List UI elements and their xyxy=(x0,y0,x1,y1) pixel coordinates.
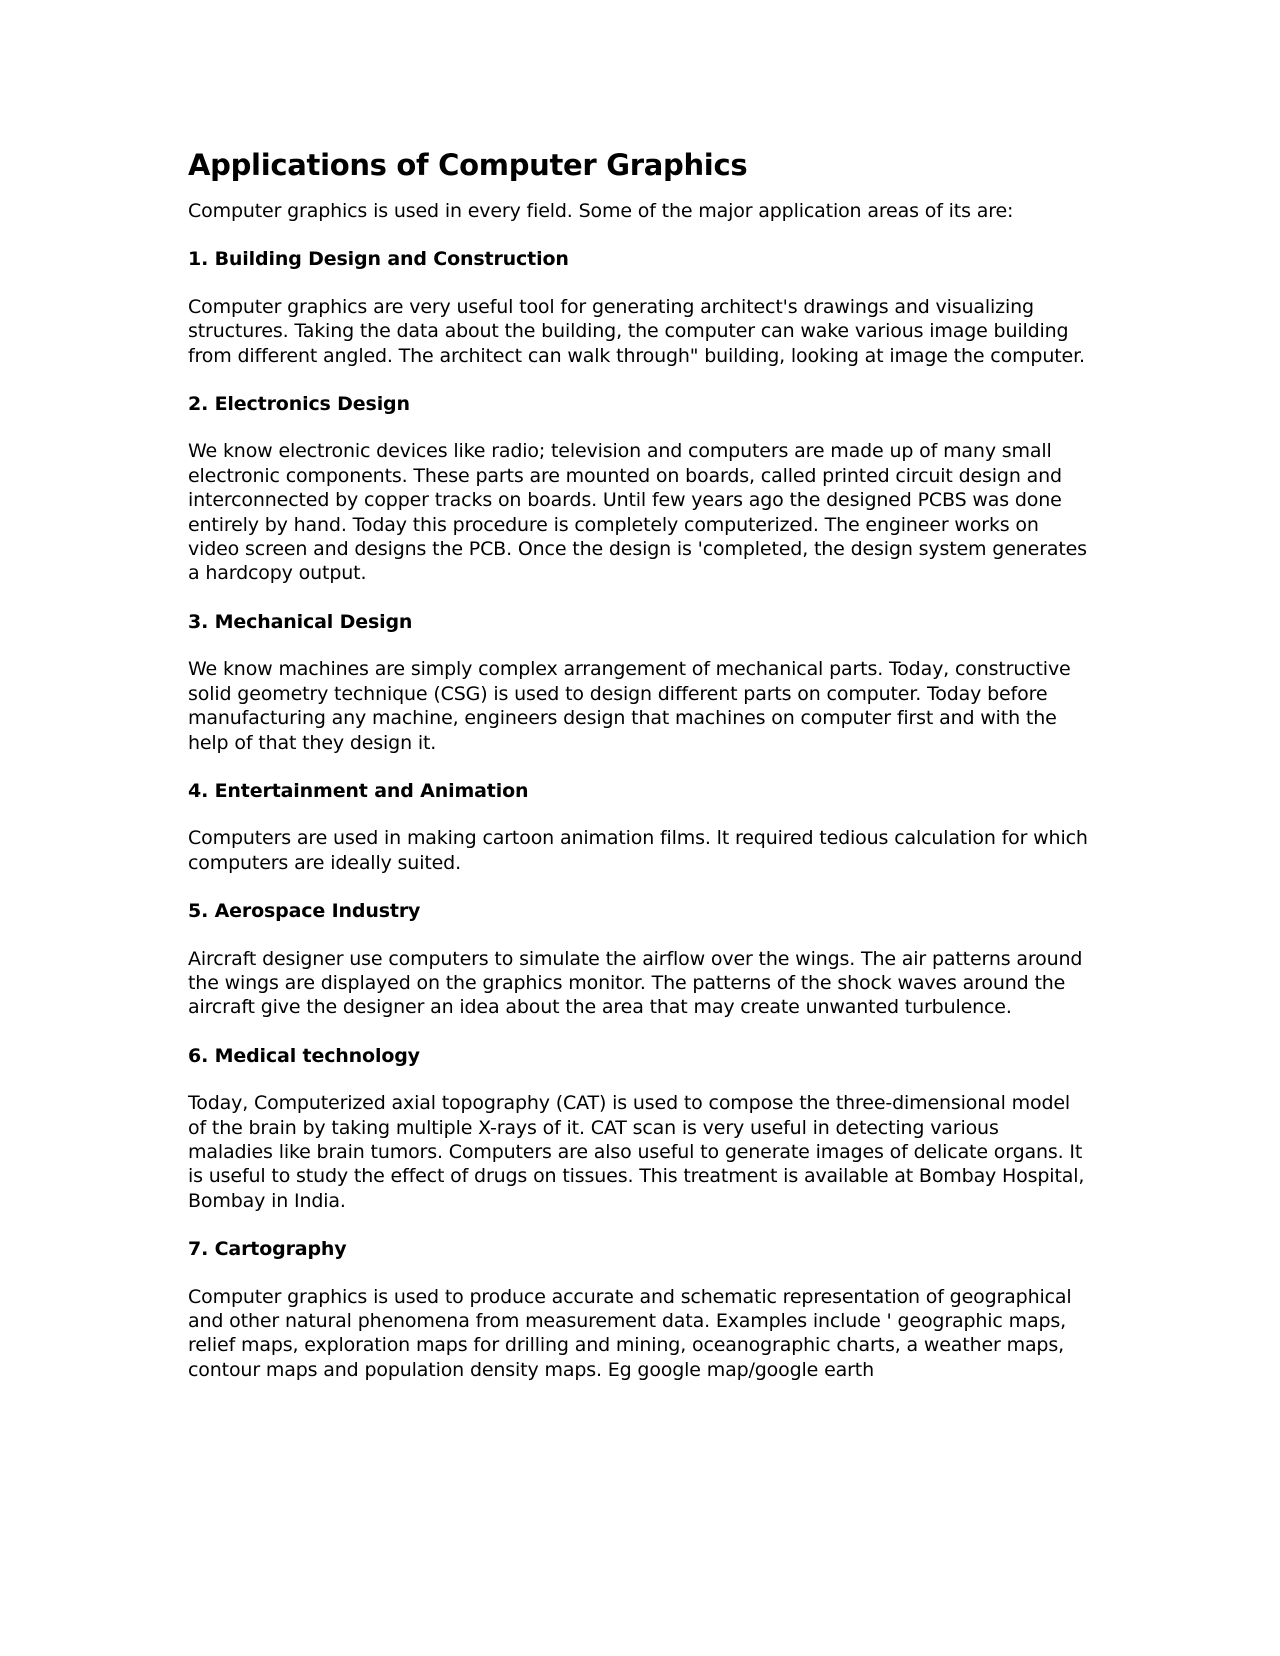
section-mechanical-design xyxy=(188,610,1088,755)
section-heading: 6. Medical technology xyxy=(188,1044,420,1067)
intro-paragraph: Computer graphics is used in every field. Some of the major application areas of its are: xyxy=(188,200,1014,222)
section-heading: 2. Electronics Design xyxy=(188,393,410,416)
section-body: Aircraft designer use computers to simulate the airflow over the wings. The air patterns around the wings are displayed on the graphics monitor. The patterns of the shock waves around the aircraft give the designer an idea about the area that may create unwanted turbulence. xyxy=(188,947,1083,1019)
section-body: Computers are used in making cartoon animation films. lt required tedious calculation for which computers are ideally suited. xyxy=(188,827,1088,874)
section-body: We know machines are simply complex arrangement of mechanical parts. Today, constructive solid geometry technique (CSG) is used to design different parts on computer. Today before manufacturing any machine, engineers design that machines on computer first and with the help of that they design it. xyxy=(188,658,1071,754)
section-heading: 7. Cartography xyxy=(188,1238,347,1261)
section-entertainment-animation xyxy=(188,779,1088,875)
section-body: Today, Computerized axial topography (CAT) is used to compose the three-dimensional model of the brain by taking multiple X-rays of it. CAT scan is very useful in detecting various maladies like brain tumors. Computers are also useful to generate images of delicate organs. It is useful to study the effect of drugs on tissues. This treatment is available at Bombay Hospital, Bombay in India. xyxy=(188,1092,1085,1212)
section-heading: 5. Aerospace Industry xyxy=(188,900,421,923)
section-building-design xyxy=(188,247,1088,368)
section-body: Computer graphics is used to produce accurate and schematic representation of geographical and other natural phenomena from measurement data. Examples include ' geographic maps, relief maps, exploration maps for drilling and mining, oceanographic charts, a weather maps, contour maps and population density maps. Eg google map/google earth xyxy=(188,1285,1072,1381)
section-cartography xyxy=(188,1237,1088,1382)
document-page xyxy=(188,143,1088,1382)
section-medical-technology xyxy=(188,1044,1088,1213)
section-aerospace-industry xyxy=(188,899,1088,1020)
section-body: Computer graphics are very useful tool for generating architect's drawings and visualizing structures. Taking the data about the building, the computer can wake various image building from different angled. The architect can walk through" building, looking at image the computer. xyxy=(188,295,1085,367)
section-heading: 1. Building Design and Construction xyxy=(188,248,569,271)
page-title: Applications of Computer Graphics xyxy=(188,148,748,182)
section-heading: 4. Entertainment and Animation xyxy=(188,779,529,802)
section-body: We know electronic devices like radio; television and computers are made up of many small electronic components. These parts are mounted on boards, called printed circuit design and interconnected by copper tracks on boards. Until few years ago the designed PCBS was done entirely by hand. Today this procedure is completely computerized. The engineer works on video screen and designs the PCB. Once the design is 'completed, the design system generates a hardcopy output. xyxy=(188,440,1087,585)
section-heading: 3. Mechanical Design xyxy=(188,610,413,633)
section-electronics-design xyxy=(188,392,1088,586)
